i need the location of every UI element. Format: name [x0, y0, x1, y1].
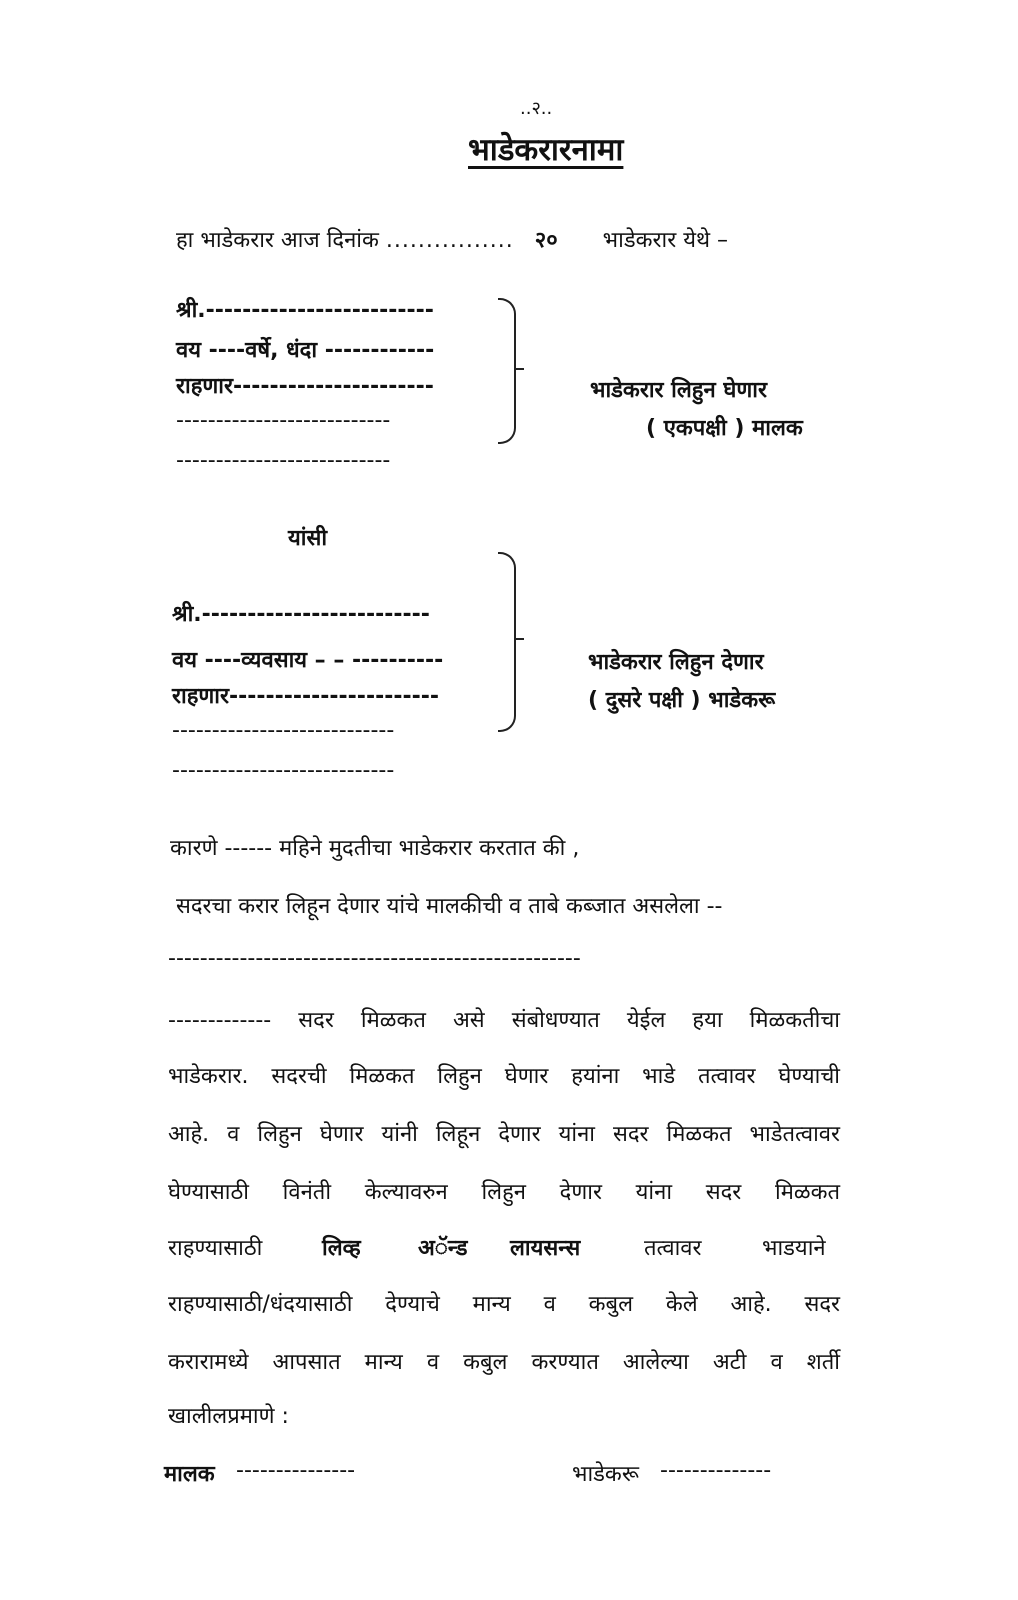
- license-term-word: अॅन्ड: [418, 1236, 468, 1261]
- intro-line: [176, 224, 728, 254]
- body-line: सदरचा करार लिहून देणार यांचे मालकीची व ताबे कब्जात असलेला --: [176, 894, 723, 919]
- license-term-word: लिव्ह: [322, 1236, 361, 1261]
- tenant-name-line: श्री.-------------------------: [172, 602, 430, 627]
- owner-residence-line: राहणार----------------------: [176, 374, 434, 399]
- body-line: करारामध्ये आपसात मान्य व कबुल करण्यात आलेल्या अटी व शर्ती: [168, 1350, 840, 1375]
- body-line: राहण्यासाठी/धंदयासाठी देण्याचे मान्य व कबुल केले आहे. सदर: [168, 1292, 840, 1317]
- page-number: ..२..: [520, 98, 553, 119]
- body-line: कारणे ------ महिने मुदतीचा भाडेकरार करतात की ,: [170, 836, 580, 861]
- owner-age-line: वय ----वर्षे, धंदा ------------: [176, 338, 435, 363]
- owner-signature-label: मालक: [164, 1462, 215, 1487]
- owner-role-line-2: ( एकपक्षी ) मालक: [646, 416, 803, 441]
- tenant-age-line: वय ----व्यवसाय – – ----------: [172, 648, 444, 673]
- body-line: ------------- सदर मिळकत असे संबोधण्यात येईल हया मिळकतीचा: [168, 1008, 840, 1033]
- body-line-8-start: राहण्यासाठी: [168, 1236, 263, 1261]
- intro-year: २०: [534, 228, 558, 253]
- page-title: भाडेकरारनामा: [468, 132, 624, 168]
- tenant-blank-line: ----------------------------: [172, 758, 395, 783]
- body-line: भाडेकरार. सदरची मिळकत लिहुन घेणार हयांना भाडे तत्वावर घेण्याची: [168, 1064, 840, 1089]
- owner-role-line-1: भाडेकरार लिहुन घेणार: [590, 378, 767, 403]
- tenant-brace: [498, 552, 516, 732]
- connector-label: यांसी: [288, 526, 328, 551]
- tenant-role-line-2: ( दुसरे पक्षी ) भाडेकरू: [588, 688, 776, 713]
- owner-name-line: श्री.-------------------------: [176, 298, 434, 323]
- tenant-blank-line: ----------------------------: [172, 718, 395, 743]
- tenant-signature-label: भाडेकरू: [572, 1462, 639, 1487]
- owner-brace-tip: [514, 368, 524, 370]
- owner-blank-line: ---------------------------: [176, 448, 391, 473]
- owner-blank-line: ---------------------------: [176, 408, 391, 433]
- body-line: खालीलप्रमाणे :: [168, 1404, 289, 1429]
- body-line-8-end: भाडयाने: [762, 1236, 826, 1261]
- intro-suffix: भाडेकरार येथे –: [602, 228, 729, 253]
- tenant-role-line-1: भाडेकरार लिहुन देणार: [588, 650, 764, 675]
- tenant-signature-line: --------------: [660, 1458, 772, 1483]
- owner-signature-line: ---------------: [236, 1458, 356, 1483]
- tenant-brace-tip: [514, 638, 524, 640]
- body-line: आहे. व लिहुन घेणार यांनी लिहून देणार यांना सदर मिळकत भाडेतत्वावर: [168, 1122, 840, 1147]
- body-line-8-end: तत्वावर: [644, 1236, 702, 1261]
- body-line: ----------------------------------------------------: [168, 946, 581, 971]
- intro-prefix: हा भाडेकरार आज दिनांक: [176, 228, 379, 253]
- owner-brace: [498, 298, 516, 444]
- tenant-residence-line: राहणार-----------------------: [172, 684, 439, 709]
- body-line: घेण्यासाठी विनंती केल्यावरुन लिहुन देणार यांना सदर मिळकत: [168, 1180, 840, 1205]
- intro-date-blank: ................: [385, 228, 514, 253]
- license-term-word: लायसन्स: [510, 1236, 581, 1261]
